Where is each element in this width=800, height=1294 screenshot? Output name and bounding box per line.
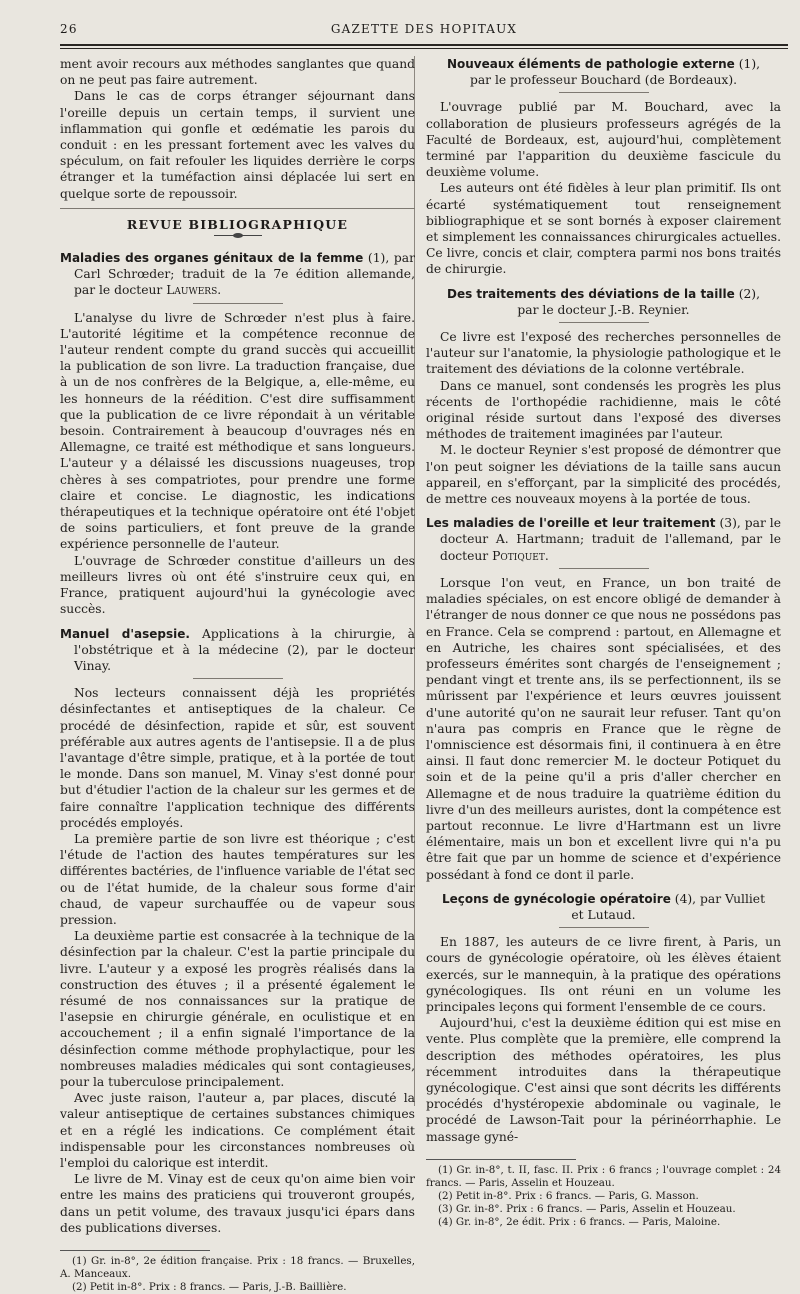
review-byline: par le docteur J.-B. Reynier. [517, 302, 690, 317]
review-byline-end: Lauwers. [166, 283, 222, 298]
review-rule [559, 92, 649, 93]
review-heading [426, 891, 781, 923]
header-rule-thin [60, 48, 788, 49]
review-title-rest: Applications à la chirurgie, à l'obstétrique [74, 626, 415, 657]
review-heading [60, 250, 415, 299]
footnote: (3) Gr. in-8°. Prix : 6 francs. — Paris, Asselin et Houzeau. [438, 1202, 736, 1215]
left-column [60, 56, 415, 1294]
review-title: Nouveaux éléments de pathologie externe [446, 57, 735, 71]
review-byline: et à la médecine (2), par le docteur Vinay. [74, 642, 415, 673]
review-paragraph: La première partie de son livre est théorique ; c'est l'étude de l'action des hautes températures sur les différentes bactéries, de l'influence variable de l'état sec ou de l'état humide, de la chaleur sous forme d'air chaud, de vapeur surchauffée ou de vapeur sous pression. [60, 831, 415, 927]
footnote: (1) Gr. in-8°, 2e édition française. Prix : 18 francs. — Bruxelles, A. Manceaux. [60, 1255, 415, 1281]
review-paragraph: Nos lecteurs connaissent déjà les propriétés désinfectantes et antiseptiques de la chaleur. Ce procédé de désinfection, rapide et sûr, est souvent préférable aux autres agents de l'antisepsie. Il a de plus l'avantage d'être simple, pratique, et à la portée de tout le monde. Dans son manuel, M. Vinay s'est donné pour but d'étudier l'action de la chaleur sur les germes et de faire connaître l'application technique des différents procédés employés. [60, 686, 415, 830]
review-paragraph: En 1887, les auteurs de ce livre firent, à Paris, un cours de gynécologie opératoire, où les élèves étaient exercés, sur le mannequin, à la pratique des opérations gynécologiques. Ils ont réuni en un volume les principales leçons qui forment l'ensemble de ce cours. [426, 935, 781, 1014]
running-title: GAZETTE DES HOPITAUX [330, 22, 518, 36]
review-bouchard [426, 56, 781, 278]
section-title: REVUE BIBLIOGRAPHIQUE [126, 216, 349, 232]
review-rule [193, 678, 283, 679]
review-paragraph: L'analyse du livre de Schrœder n'est plus à faire. L'autorité légitime et la compétence reconnue de l'auteur rendent compte du grand succès qui accueillit la publication de son livre. La traduction française, due à un de nos confrères de la Belgique, a, elle-même, eu les honneurs de la réédition. C'est dire suffisamment que la publication de ce livre répondait à un véritable besoin. Contrairement à beaucoup d'ouvrages nés en Allemagne, ce traité est méthodique et sans longueurs. L'auteur y a délaissé les discussions nuageuses, trop chères à ses compatriotes, pour prendre une forme claire et concise. Le diagnostic, les indications thérapeutiques et la technique opératoire ont été l'objet de soins particuliers, et font preuve de la grande expérience personnelle de l'auteur. [60, 310, 415, 552]
review-title-rest: (1), par Carl [74, 251, 415, 282]
review-title: Manuel d'asepsie. [60, 626, 190, 641]
page-number: 26 [60, 22, 78, 36]
review-paragraph: M. le docteur Reynier s'est proposé de démontrer que l'on peut soigner les déviations de la taille sans aucun appareil, en s'efforçant, par la simplicité des procédés, de mettre ces nouveaux moyens à la portée de tous. [426, 443, 781, 507]
footnote: (4) Gr. in-8°, 2e édit. Prix : 6 francs. — Paris, Maloine. [438, 1215, 721, 1228]
review-title-rest: (2), [738, 286, 761, 301]
review-title: Maladies des organes génitaux de la femme [60, 251, 364, 266]
footnote-rule [426, 1159, 576, 1160]
review-schroeder [60, 250, 415, 617]
review-paragraph: L'ouvrage de Schrœder constitue d'ailleurs un des meilleurs livres où ont été s'instruire ceux qui, en France, pratiquent aujourd'hui la gynécologie avec succès. [60, 553, 415, 617]
review-byline: par le professeur Bouchard (de Bordeaux). [469, 73, 738, 88]
review-hartmann [426, 515, 781, 882]
ornament-divider [214, 235, 262, 242]
review-heading [426, 286, 781, 318]
review-rule [559, 322, 649, 323]
footnote: (2) Petit in-8°. Prix : 8 francs. — Paris, J.-B. Baillière. [72, 1281, 347, 1294]
footnote: (1) Gr. in-8°, t. II, fasc. II. Prix : 6 francs ; l'ouvrage complet : 24 francs. — Paris, Asselin et Houzeau. [426, 1163, 781, 1189]
review-title: Les maladies de l'oreille et leur traitement [426, 516, 716, 531]
right-column [426, 56, 781, 1229]
footnote-rule [60, 1250, 210, 1251]
review-title-rest: (1), [738, 57, 761, 71]
review-title: Leçons de gynécologie opératoire [441, 891, 671, 906]
review-byline-end: Potiquet. [492, 548, 549, 563]
review-paragraph: Aujourd'hui, c'est la deuxième édition qui est mise en vente. Plus complète que la première, elle comprend la description des méthodes opératoires, les plus récemment introduites dans la thérapeutique gynécologique. C'est ainsi que sont décrits les différents procédés d'hystéropexie abdominale ou vaginale, le procédé de Lawson-Tait pour la périnéorrhaphie. Le massage gyné- [426, 1016, 781, 1144]
review-rule [559, 927, 649, 928]
review-paragraph: L'ouvrage publié par M. Bouchard, avec la collaboration de plusieurs professeurs agrégés de la Faculté de Bordeaux, est, aujourd'hui, complètement terminé par l'apparition du deuxième fascicule du deuxième volume. [426, 100, 781, 180]
review-byline: docteur A. Hartmann; traduit de l'allemand, par le docteur [440, 532, 781, 563]
review-paragraph: Les auteurs ont été fidèles à leur plan primitif. Ils ont écarté systématiquement tout renseignement bibliographique et se sont bornés à exposer clairement et simplement les connaissances chirurgicales actuelles. Ce livre, concis et clair, comptera parmi nos bons traités de chirurgie. [426, 181, 781, 277]
intro-paragraph: Dans le cas de corps étranger séjournant dans l'oreille depuis un certain temps, il survient une inflammation qui gonfle et œdématie les parois du conduit : en les pressant fortement avec les valves du spéculum, on fait refouler les liquides derrière le corps étranger et la tuméfaction ainsi déplacée lui sert en quelque sorte de repoussoir. [60, 89, 415, 201]
review-reynier [426, 286, 781, 508]
review-title: Des traitements des déviations de la taille [446, 286, 735, 301]
review-vulliet-lutaud [426, 891, 781, 1145]
review-heading [426, 515, 781, 564]
review-rule [559, 568, 649, 569]
footnote: (2) Petit in-8°. Prix : 6 francs. — Paris, G. Masson. [438, 1189, 699, 1202]
review-heading [426, 56, 781, 88]
page-header [60, 22, 788, 42]
review-title-rest: (4), par Vulliet [674, 891, 766, 906]
review-paragraph: Avec juste raison, l'auteur a, par places, discuté la valeur antiseptique de certaines substances chimiques et en a réglé les indications. Ce complément était indispensable pour les circonstances nombreuses où l'emploi du calorique est interdit. [60, 1091, 415, 1170]
review-byline: et Lutaud. [571, 907, 636, 922]
review-title-rest: (3), par le [719, 516, 782, 531]
review-paragraph: Lorsque l'on veut, en France, un bon traité de maladies spéciales, on est encore obligé de demander à l'étranger de nous donner ce que nous ne possédons pas en France. Cela se comprend : partout, en Allemagne et en Autriche, les chaires sont spécialisées, et des professeurs émérites sont chargés de l'enseignement ; pendant vingt et trente ans, ils se perfectionnent, ils se mûrissent par l'expérience et leurs œuvres jouissent d'une autorité qu'on ne saurait leur refuser. Tant qu'on n'aura pas compris en France que le règne de l'omniscience est désormais fini, il continuera à en être ainsi. Il faut donc remercier M. le docteur Potiquet du soin et de la peine qu'il a pris d'aller chercher en Allemagne et de nous traduire la quatrième édition du livre d'un des meilleurs auristes, dont la compétence est partout reconnue. Le livre d'Hartmann est un livre élémentaire, mais un bon et excellent livre qui n'a pu être fait que par un homme de science et d'expérience possédant à fond ce dont il parle. [426, 575, 781, 882]
review-paragraph: Le livre de M. Vinay est de ceux qu'on aime bien voir entre les mains des praticiens qui trouveront groupés, dans un petit volume, des travaux jusqu'ici épars dans des publications diverses. [60, 1172, 415, 1235]
review-heading [60, 626, 415, 675]
review-byline: Schrœder; traduit de la 7e édition allemande, par le docteur [74, 267, 415, 298]
review-paragraph: Dans ce manuel, sont condensés les progrès les plus récents de l'orthopédie rachidienne, mais le côté original réside surtout dans l'exposé des diverses méthodes de traitement imaginées par l'auteur. [426, 378, 781, 442]
intro-paragraph: ment avoir recours aux méthodes sanglantes que quand on ne peut pas faire autrement. [60, 57, 415, 88]
review-paragraph: Ce livre est l'exposé des recherches personnelles de l'auteur sur l'anatomie, la physiologie pathologique et le traitement des déviations de la colonne vertébrale. [426, 330, 781, 377]
review-rule [193, 303, 283, 304]
review-paragraph: La deuxième partie est consacrée à la technique de la désinfection par la chaleur. C'est la partie principale du livre. L'auteur y a exposé les progrès réalisés dans la construction des étuves ; il a présenté également le résumé de nos connaissances sur la pratique de l'asepsie en chirurgie générale, en oculistique et en accouchement ; il a enfin signalé l'importance de la désinfection comme méthode prophylactique, pour les nombreuses maladies médicales qui sont contagieuses, pour la tuberculose principalement. [60, 929, 415, 1089]
review-vinay [60, 626, 415, 1237]
section-rule [60, 208, 415, 209]
header-rule [60, 44, 788, 46]
